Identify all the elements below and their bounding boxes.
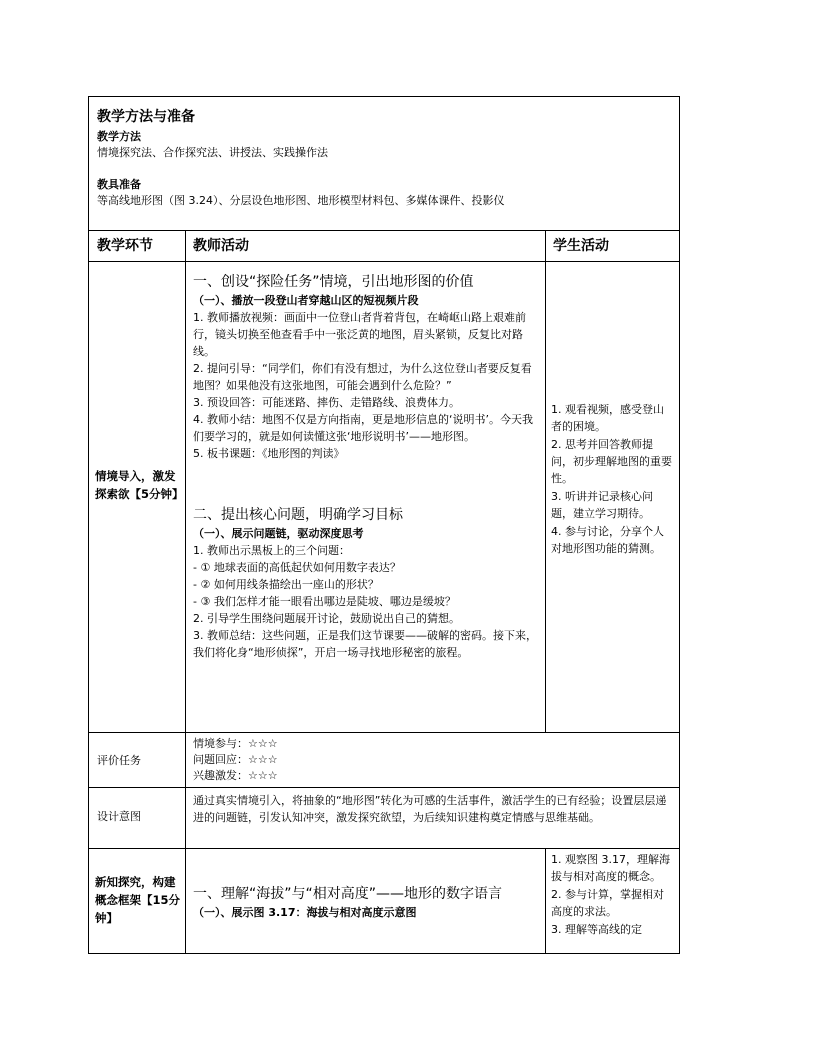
- column-header-student: 学生活动: [553, 238, 609, 254]
- list-item: 1. 教师播放视频：画面中一位登山者背着背包，在崎岖山路上艰难前行，镜头切换至他查看手中一张泛黄的地图，眉头紧锁，反复比对路线。: [193, 311, 526, 358]
- list-item: 1. 观察图 3.17，理解海拔与相对高度的概念。: [551, 853, 670, 883]
- list-item: 3. 预设回答：可能迷路、摔伤、走错路线、浪费体力。: [193, 396, 460, 409]
- divider: [89, 732, 679, 733]
- divider: [89, 261, 679, 262]
- part1-title: 一、创设“探险任务”情境，引出地形图的价值: [193, 274, 474, 290]
- lesson-plan-table: [88, 96, 680, 954]
- list-item: 5. 板书课题：《地形图的判读》: [193, 447, 345, 460]
- list-item: 4. 参与讨论，分享个人对地形图功能的猜测。: [551, 525, 664, 555]
- section-title: 教学方法与准备: [97, 109, 195, 125]
- teacher-activity-explore: [193, 885, 543, 921]
- list-item: - ① 地球表面的高低起伏如何用数字表达？: [193, 561, 401, 574]
- evaluation-label: 评价任务: [97, 754, 141, 767]
- list-item: 2. 引导学生围绕问题展开讨论，鼓励说出自己的猜想。: [193, 612, 460, 625]
- evaluation-item: 情境参与：☆☆☆: [193, 737, 278, 750]
- student-activity-explore: [551, 851, 673, 939]
- list-item: - ② 如何用线条描绘出一座山的形状？: [193, 578, 379, 591]
- methods-text: 情境探究法、合作探究法、讲授法、实践操作法: [97, 146, 328, 159]
- part2-title: 二、提出核心问题，明确学习目标: [193, 507, 403, 523]
- column-header-stage: 教学环节: [97, 238, 153, 254]
- explore-title: 一、理解“海拔”与“相对高度”——地形的数字语言: [193, 886, 503, 902]
- student-activity-intro: [551, 401, 673, 558]
- evaluation-items: [193, 736, 533, 784]
- divider: [89, 787, 679, 788]
- stage-explore: 新知探究，构建概念框架【15分钟】: [95, 875, 181, 925]
- stage-intro: 情境导入，激发探索欲【5分钟】: [95, 469, 184, 501]
- list-item: 2. 参与计算，掌握相对高度的求法。: [551, 888, 664, 918]
- explore-subtitle: （一）、展示图 3.17：海拔与相对高度示意图: [193, 906, 417, 919]
- design-label: 设计意图: [97, 810, 141, 823]
- divider: [545, 230, 546, 732]
- column-header-teacher: 教师活动: [193, 238, 249, 254]
- list-item: 3. 理解等高线的定: [551, 923, 642, 936]
- list-item: - ③ 我们怎样才能一眼看出哪边是陡坡、哪边是缓坡？: [193, 595, 456, 608]
- divider: [545, 848, 546, 953]
- list-item: 4. 教师小结：地图不仅是方向指南，更是地形信息的‘说明书’。今天我们要学习的，就是如何读懂这张‘地形说明书’——地形图。: [193, 413, 533, 443]
- divider: [89, 230, 679, 231]
- divider: [89, 848, 679, 849]
- list-item: 3. 教师总结：这些问题，正是我们这节课要——破解的密码。接下来，我们将化身“地形侦探”，开启一场寻找地形秘密的旅程。: [193, 629, 537, 659]
- methods-section: [97, 109, 667, 209]
- design-text: 通过真实情境引入，将抽象的“地形图”转化为可感的生活事件，激活学生的已有经验；设置层层递进的问题链，引发认知冲突，激发探究欲望，为后续知识建构奠定情感与思维基础。: [193, 794, 667, 824]
- materials-label: 教具准备: [97, 178, 141, 191]
- list-item: 3. 听讲并记录核心问题，建立学习期待。: [551, 490, 653, 520]
- list-item: 2. 思考并回答教师提问，初步理解地图的重要性。: [551, 438, 672, 485]
- teacher-activity-intro: [193, 273, 537, 661]
- part1-subtitle: （一）、播放一段登山者穿越山区的短视频片段: [193, 294, 419, 307]
- materials-text: 等高线地形图（图 3.24）、分层设色地形图、地形模型材料包、多媒体课件、投影仪: [97, 194, 505, 207]
- list-item: 1. 观看视频，感受登山者的困境。: [551, 403, 664, 433]
- part2-subtitle: （一）、展示问题链，驱动深度思考: [193, 527, 364, 540]
- evaluation-item: 兴趣激发：☆☆☆: [193, 769, 278, 782]
- methods-label: 教学方法: [97, 130, 141, 143]
- evaluation-item: 问题回应：☆☆☆: [193, 753, 278, 766]
- list-item: 1. 教师出示黑板上的三个问题：: [193, 544, 350, 557]
- list-item: 2. 提问引导：“同学们，你们有没有想过，为什么这位登山者要反复看地图？如果他没有这张地图，可能会遇到什么危险？”: [193, 362, 532, 392]
- divider: [185, 230, 186, 953]
